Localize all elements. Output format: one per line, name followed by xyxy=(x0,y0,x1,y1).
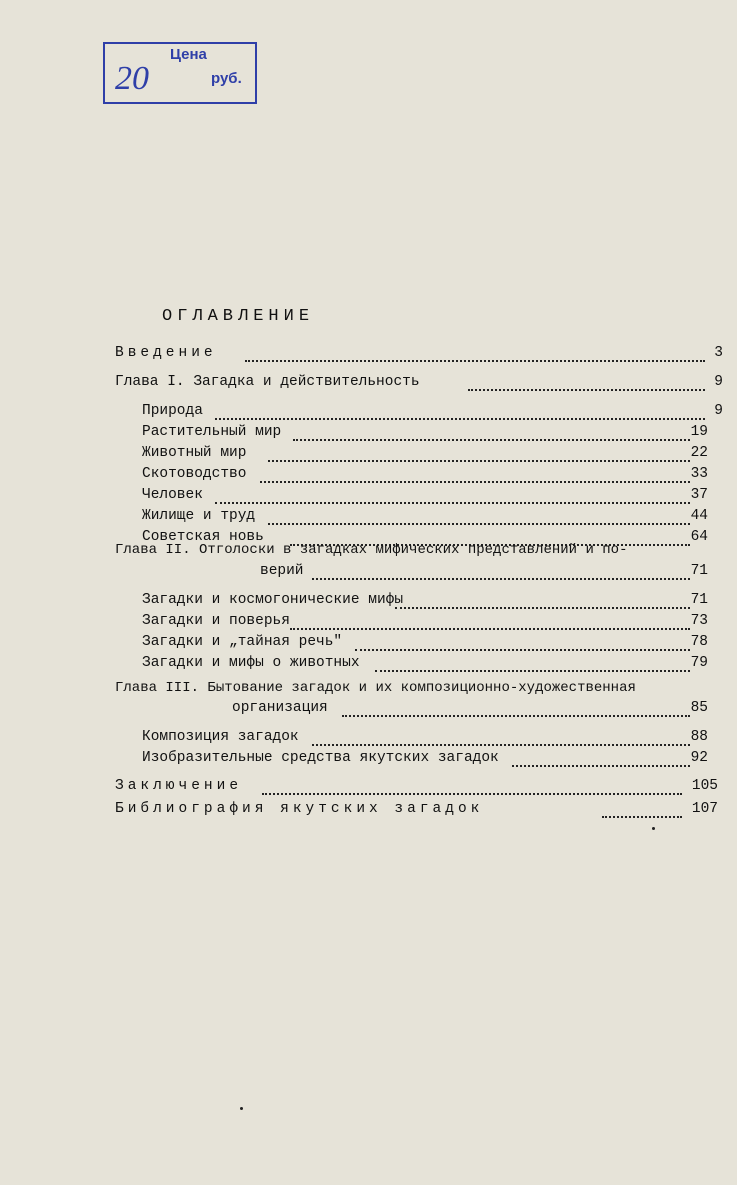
toc-entry-page: 85 xyxy=(690,700,708,716)
toc-entry-label: Композиция загадок xyxy=(142,729,299,745)
leader-dots xyxy=(312,576,690,580)
toc-title: ОГЛАВЛЕНИЕ xyxy=(162,307,315,326)
leader-dots xyxy=(468,387,705,391)
price-stamp xyxy=(103,42,257,104)
leader-dots xyxy=(268,458,690,462)
chapter-3-title-cont: организация xyxy=(232,700,328,716)
toc-entry-page: 71 xyxy=(690,592,708,608)
leader-dots xyxy=(355,647,690,651)
leader-dots xyxy=(512,763,690,767)
leader-dots xyxy=(215,500,690,504)
toc-entry-page: 107 xyxy=(691,801,718,817)
stamp-price: 20 xyxy=(115,60,149,97)
leader-dots xyxy=(245,358,705,362)
leader-dots xyxy=(260,479,690,483)
print-speck xyxy=(652,827,655,830)
toc-entry-label: Скотоводство xyxy=(142,466,247,482)
toc-entry-page: 33 xyxy=(690,466,708,482)
leader-dots xyxy=(290,626,690,630)
toc-entry-page: 88 xyxy=(690,729,708,745)
toc-entry-page: 79 xyxy=(690,655,708,671)
toc-entry-label: Советская новь xyxy=(142,529,264,545)
toc-entry-page: 22 xyxy=(690,445,708,461)
toc-entry-label: Библиография якутских загадок xyxy=(115,801,484,817)
toc-entry-label: Растительный мир xyxy=(142,424,282,440)
leader-dots xyxy=(602,814,682,818)
toc-entry-page: 105 xyxy=(691,778,718,794)
toc-entry-page: 9 xyxy=(714,374,723,390)
leader-dots xyxy=(268,521,690,525)
toc-entry-label: Загадки и поверья xyxy=(142,613,290,629)
toc-entry-page: 92 xyxy=(690,750,708,766)
toc-entry-label: Человек xyxy=(142,487,203,503)
print-speck xyxy=(240,1107,243,1110)
toc-entry-page: 19 xyxy=(690,424,708,440)
toc-entry-label: Природа xyxy=(142,403,203,419)
toc-entry-page: 78 xyxy=(690,634,708,650)
toc-entry-label: Жилище и труд xyxy=(142,508,256,524)
leader-dots xyxy=(262,791,682,795)
toc-entry-label: Загадки и мифы о животных xyxy=(142,655,360,671)
leader-dots xyxy=(395,605,690,609)
toc-entry-page: 73 xyxy=(690,613,708,629)
leader-dots xyxy=(215,416,705,420)
chapter-2-title: Глава II. Отголоски в загадках мифических представлений и по- xyxy=(115,542,628,558)
toc-entry-page: 3 xyxy=(714,345,723,361)
leader-dots xyxy=(293,437,690,441)
toc-entry-page: 64 xyxy=(690,529,708,545)
leader-dots xyxy=(375,668,690,672)
chapter-2-title-cont: верий xyxy=(260,563,304,579)
toc-entry-label: Введение xyxy=(115,345,217,361)
toc-entry-label: Загадки и космогонические мифы xyxy=(142,592,404,608)
chapter-3-title: Глава III. Бытование загадок и их композиционно-художественная xyxy=(115,680,636,696)
toc-entry-page: 9 xyxy=(714,403,723,419)
toc-entry-label: Изобразительные средства якутских загадок xyxy=(142,750,499,766)
toc-entry-page: 44 xyxy=(690,508,708,524)
chapter-1-title: Глава I. Загадка и действительность xyxy=(115,374,420,390)
toc-entry-page: 37 xyxy=(690,487,708,503)
toc-entry-label: Заключение xyxy=(115,778,243,794)
stamp-currency: руб. xyxy=(211,70,242,87)
leader-dots xyxy=(312,742,690,746)
toc-entry-label: Загадки и „тайная речь" xyxy=(142,634,343,650)
toc-entry-label: Животный мир xyxy=(142,445,247,461)
leader-dots xyxy=(342,713,690,717)
stamp-label: Цена xyxy=(170,46,207,63)
toc-entry-page: 71 xyxy=(690,563,708,579)
